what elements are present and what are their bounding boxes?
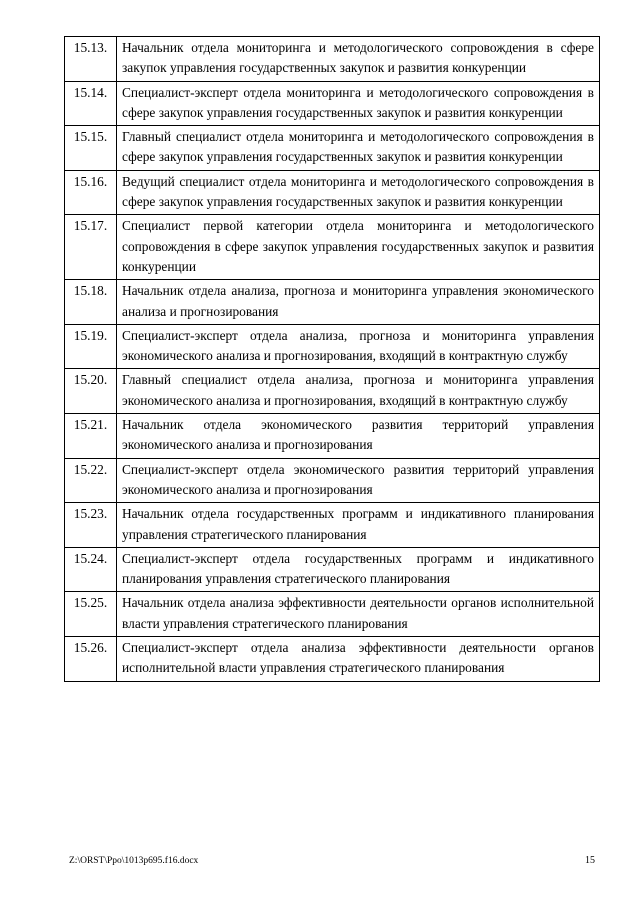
table-row [65,637,600,682]
positions-table [64,36,600,682]
row-number: 15.21. [65,414,117,459]
table-row [65,37,600,82]
position-title: Главный специалист отдела анализа, прогноза и мониторинга управления экономического анализа и прогнозирования, входящий в контрактную службу [117,369,600,414]
position-title: Специалист-эксперт отдела анализа эффективности деятельности органов исполнительной власти управления стратегического планирования [117,637,600,682]
row-number: 15.25. [65,592,117,637]
position-title: Специалист-эксперт отдела анализа, прогноза и мониторинга управления экономического анализа и прогнозирования, входящий в контрактную службу [117,324,600,369]
table-row [65,324,600,369]
footer-page-number: 15 [585,855,595,866]
table-row [65,215,600,280]
position-title: Начальник отдела мониторинга и методологического сопровождения в сфере закупок управления государственных закупок и развития конкуренции [117,37,600,82]
table-row [65,81,600,126]
positions-table-body [65,37,600,682]
table-row [65,547,600,592]
row-number: 15.15. [65,126,117,171]
position-title: Специалист-эксперт отдела государственных программ и индикативного планирования управления стратегического планирования [117,547,600,592]
position-title: Ведущий специалист отдела мониторинга и методологического сопровождения в сфере закупок управления государственных закупок и развития конкуренции [117,170,600,215]
row-number: 15.24. [65,547,117,592]
row-number: 15.19. [65,324,117,369]
table-row [65,503,600,548]
position-title: Начальник отдела экономического развития территорий управления экономического анализа и прогнозирования [117,414,600,459]
row-number: 15.26. [65,637,117,682]
row-number: 15.16. [65,170,117,215]
row-number: 15.17. [65,215,117,280]
position-title: Специалист-эксперт отдела мониторинга и методологического сопровождения в сфере закупок управления государственных закупок и развития конкуренции [117,81,600,126]
position-title: Главный специалист отдела мониторинга и методологического сопровождения в сфере закупок управления государственных закупок и развития конкуренции [117,126,600,171]
table-row [65,458,600,503]
table-row [65,592,600,637]
position-title: Начальник отдела анализа, прогноза и мониторинга управления экономического анализа и прогнозирования [117,280,600,325]
row-number: 15.23. [65,503,117,548]
table-row [65,414,600,459]
position-title: Специалист первой категории отдела мониторинга и методологического сопровождения в сфере закупок управления государственных закупок и развития конкуренции [117,215,600,280]
table-row [65,126,600,171]
position-title: Начальник отдела анализа эффективности деятельности органов исполнительной власти управления стратегического планирования [117,592,600,637]
table-row [65,170,600,215]
table-row [65,280,600,325]
position-title: Начальник отдела государственных программ и индикативного планирования управления стратегического планирования [117,503,600,548]
row-number: 15.14. [65,81,117,126]
row-number: 15.22. [65,458,117,503]
position-title: Специалист-эксперт отдела экономического развития территорий управления экономического анализа и прогнозирования [117,458,600,503]
row-number: 15.20. [65,369,117,414]
table-row [65,369,600,414]
row-number: 15.13. [65,37,117,82]
footer-file-path: Z:\ORST\Ppo\1013p695.f16.docx [69,856,199,866]
row-number: 15.18. [65,280,117,325]
